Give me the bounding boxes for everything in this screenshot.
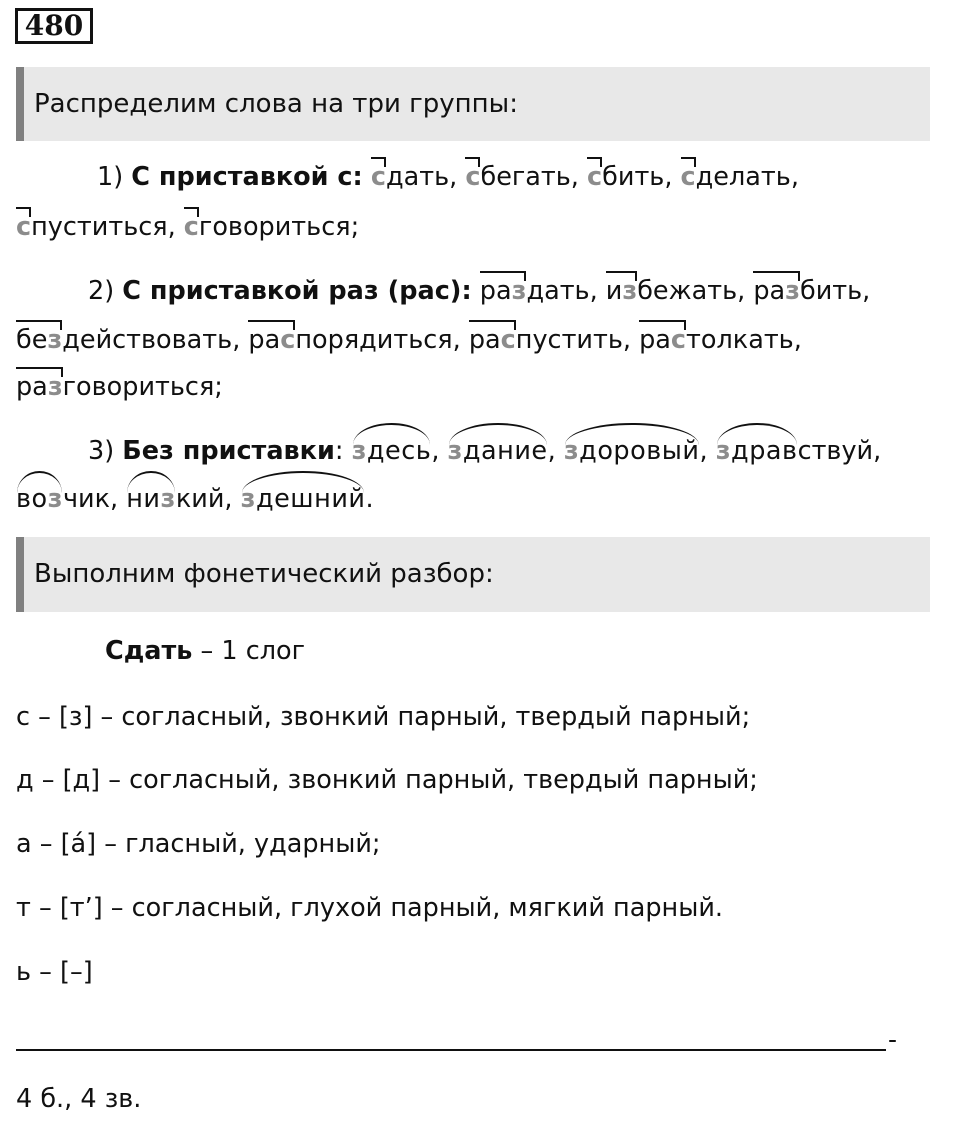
word: здрав (715, 436, 798, 466)
divider-line (16, 1049, 886, 1051)
analysis-syllables: – 1 слог (192, 636, 306, 666)
analysis-row: а – [á] – гласный, ударный; (16, 829, 381, 859)
task-number: 480 (15, 8, 93, 44)
section-heading-analysis: Выполним фонетический разбор: (16, 537, 930, 612)
divider-dash: - (888, 1025, 898, 1054)
group2-line2: бездействовать, распорядиться, распустить, растолкать, (16, 325, 802, 355)
group1-line1: 1) С приставкой с: сдать, сбегать, сбить, сделать, (97, 162, 799, 192)
word: рас (639, 325, 687, 355)
word: воз (16, 484, 63, 514)
group2-title: С приставкой раз (рас): (122, 276, 472, 306)
analysis-summary: 4 б., 4 зв. (16, 1084, 142, 1114)
word: здоровый (563, 436, 700, 466)
word: сбить (587, 162, 665, 192)
word: рас (468, 325, 516, 355)
word: из (605, 276, 638, 306)
word: низ (126, 484, 176, 514)
group2-line1: 2) С приставкой раз (рас): раздать, избежать, разбить, (88, 276, 871, 306)
analysis-row: с – [з] – согласный, звонкий парный, твердый парный; (16, 702, 751, 732)
group3-line1: 3) Без приставки: здесь, здание, здоровый, здравствуй, (88, 436, 882, 466)
word: здешний (240, 484, 366, 514)
analysis-row: т – [т’] – согласный, глухой парный, мягкий парный. (16, 893, 724, 923)
analysis-word: Сдать (105, 636, 193, 666)
word: раз (16, 372, 63, 402)
group3-line2: возчик, низкий, здешний. (16, 484, 374, 514)
word: рас (248, 325, 296, 355)
group1-line2: спуститься, сговориться; (16, 212, 360, 242)
group2-line3: разговориться; (16, 372, 223, 402)
section-heading-groups: Распределим слова на три группы: (16, 67, 930, 141)
analysis-heading (105, 636, 305, 666)
word: раз (753, 276, 800, 306)
group1-title: С приставкой с: (131, 162, 363, 192)
word: раз (479, 276, 527, 306)
word: сговориться (183, 212, 351, 242)
word: здание (447, 436, 548, 466)
word: без (16, 325, 63, 355)
word: сдать (370, 162, 450, 192)
group3-title: Без приставки (122, 436, 335, 466)
word: здесь (351, 436, 432, 466)
analysis-row: д – [д] – согласный, звонкий парный, твердый парный; (16, 765, 758, 795)
word: сбегать (465, 162, 571, 192)
word: сделать (680, 162, 791, 192)
analysis-row: ь – [–] (16, 957, 93, 987)
word: спуститься (16, 212, 168, 242)
